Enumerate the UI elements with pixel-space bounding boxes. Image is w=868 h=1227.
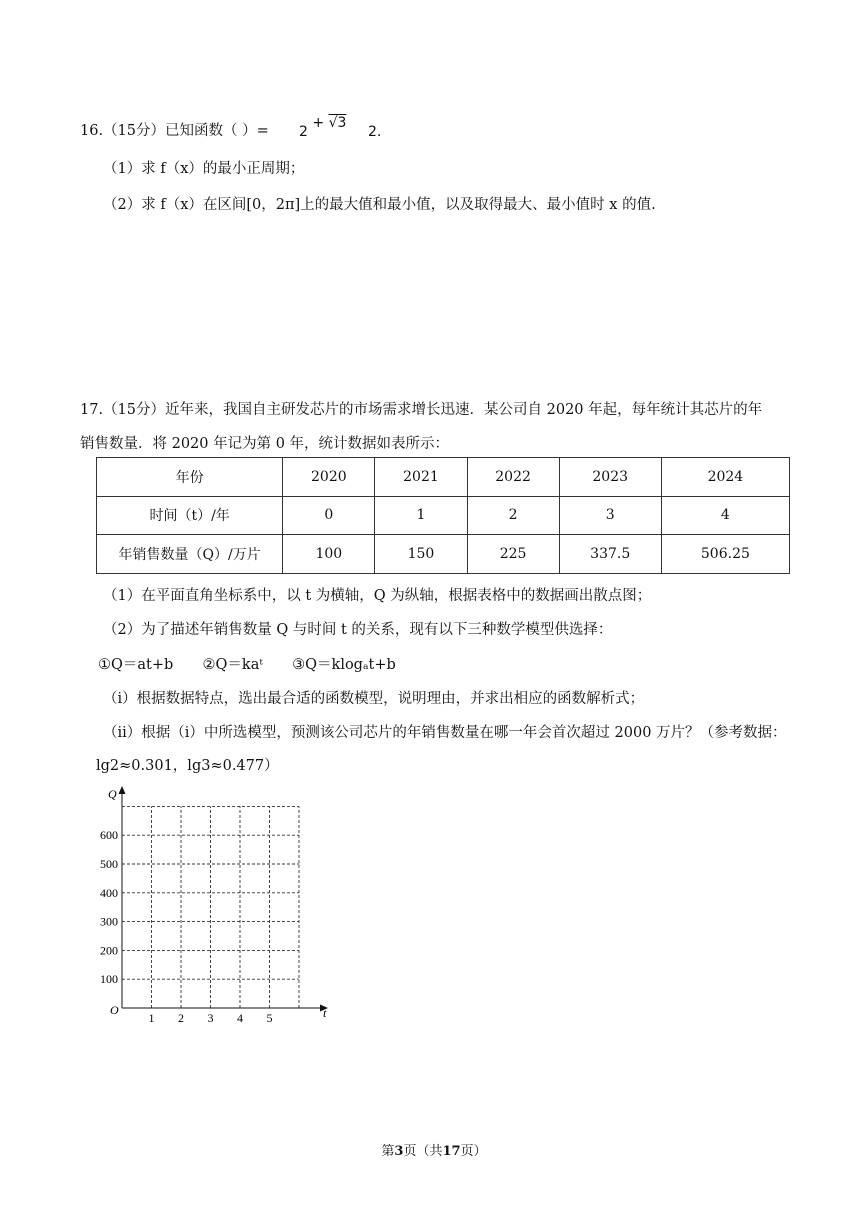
- q16-part1: （1）求 f（x）的最小正周期；: [103, 161, 305, 177]
- q16-formula-den2: 2: [368, 124, 377, 140]
- y-tick-label: 400: [100, 885, 118, 900]
- table-cell: 3: [559, 496, 661, 535]
- table-cell: 年份: [97, 458, 283, 497]
- footer-page: 3: [394, 1144, 404, 1159]
- q17-sub-ii: （ii）根据（i）中所选模型，预测该公司芯片的年销售数量在哪一年会首次超过 2000 万片？（参考数据：: [103, 725, 787, 741]
- y-axis-label: Q: [108, 787, 117, 801]
- table-cell: 1: [375, 496, 467, 535]
- model-3: ③Q＝klogₐt+b: [292, 657, 396, 673]
- x-tick-label: 5: [266, 1011, 273, 1025]
- q17-part2: （2）为了描述年销售数量 Q 与时间 t 的关系，现有以下三种数学模型供选择：: [103, 622, 613, 638]
- q16-formula-end: .: [376, 124, 382, 140]
- q16-heading-text: 16.（15分）已知函数（ ）=: [80, 123, 269, 139]
- table-cell: 时间（t）/年: [97, 496, 283, 535]
- table-cell: 2021: [375, 458, 467, 497]
- y-axis-arrow: [119, 786, 126, 794]
- footer-total: 17: [442, 1144, 461, 1159]
- table-cell: 2: [467, 496, 559, 535]
- y-tick-label: 600: [100, 828, 118, 843]
- q16-formula-plus: +: [312, 115, 325, 131]
- q17-ref-data: lg2≈0.301，lg3≈0.477）: [96, 758, 279, 774]
- origin-label: O: [110, 1003, 119, 1017]
- q16-part2: （2）求 f（x）在区间[0，2π]上的最大值和最小值，以及取得最大、最小值时 x 的值.: [103, 197, 656, 213]
- table-cell: 506.25: [661, 535, 789, 574]
- y-tick-label: 300: [100, 914, 118, 929]
- q17-sub-i: （i）根据数据特点，选出最合适的函数模型，说明理由，并求出相应的函数解析式；: [103, 691, 645, 707]
- q16-formula: [299, 115, 347, 140]
- table-cell: 2020: [283, 458, 375, 497]
- table-cell: 2023: [559, 458, 661, 497]
- table-cell: 150: [375, 535, 467, 574]
- q16-formula-sqrt: √3: [328, 115, 347, 131]
- table-cell: 225: [467, 535, 559, 574]
- footer-mid: 页（共: [403, 1144, 443, 1159]
- table-cell: 0: [283, 496, 375, 535]
- table-cell: 4: [661, 496, 789, 535]
- page-footer: [0, 1140, 868, 1159]
- data-table: [96, 457, 790, 574]
- table-row: [97, 458, 790, 497]
- table-cell: 2022: [467, 458, 559, 497]
- model-2: ②Q＝kaᵗ: [202, 657, 263, 673]
- model-1: ①Q＝at+b: [98, 657, 174, 673]
- q17-intro-line1: 17.（15分）近年来，我国自主研发芯片的市场需求增长迅速．某公司自 2020 年起，每年统计其芯片的年: [80, 402, 763, 418]
- q17-part1: （1）在平面直角坐标系中，以 t 为横轴，Q 为纵轴，根据表格中的数据画出散点图；: [103, 588, 652, 604]
- x-tick-label: 4: [237, 1011, 243, 1025]
- coordinate-grid: [90, 780, 350, 1030]
- q17-intro-line2: 销售数量．将 2020 年记为第 0 年，统计数据如表所示：: [80, 436, 450, 452]
- x-axis-label: t: [323, 1006, 327, 1020]
- x-tick-label: 1: [148, 1011, 155, 1025]
- x-tick-label: 2: [178, 1011, 184, 1025]
- q17-models: [98, 653, 396, 674]
- q16-formula-den1: 2: [299, 124, 308, 140]
- y-tick-label: 100: [100, 972, 118, 987]
- table-cell: 2024: [661, 458, 789, 497]
- q16-formula-tail: [368, 124, 381, 140]
- q16-heading: [80, 119, 269, 140]
- table-row: [97, 496, 790, 535]
- table-row: [97, 535, 790, 574]
- y-tick-label: 500: [100, 857, 118, 871]
- table-cell: 100: [283, 535, 375, 574]
- x-tick-label: 3: [207, 1011, 214, 1025]
- footer-suffix: 页）: [460, 1144, 487, 1159]
- footer-prefix: 第: [381, 1144, 395, 1159]
- table-cell: 年销售数量（Q）/万片: [97, 535, 283, 574]
- y-tick-label: 200: [100, 943, 118, 958]
- table-cell: 337.5: [559, 535, 661, 574]
